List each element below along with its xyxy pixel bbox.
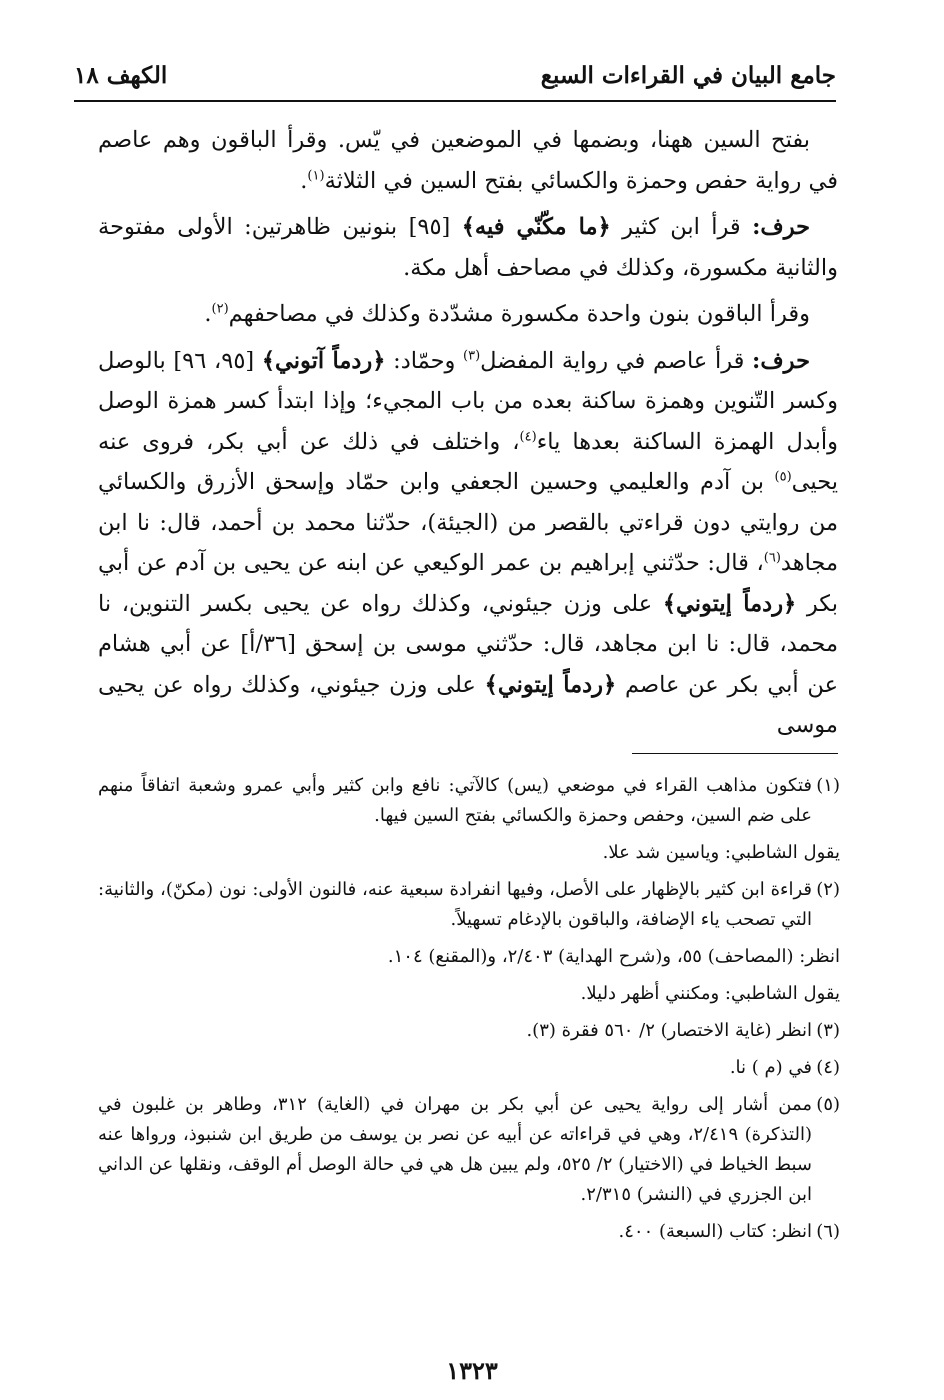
- punctuation: .: [300, 167, 308, 194]
- footnote-text: قراءة ابن كثير بالإظهار على الأصل، وفيها انفرادة سبعية عنه، فالنون الأولى: نون (مكنّ)، والثانية: التي تصحب ياء الإضافة، والباقون بالإدغام تسهيلاً.: [98, 879, 812, 930]
- footnote: [98, 1016, 840, 1046]
- paragraph: [98, 120, 838, 201]
- book-title: جامع البيان في القراءات السبع: [540, 62, 836, 89]
- chapter-label: الكهف ١٨: [74, 62, 168, 89]
- paragraph: [98, 294, 838, 335]
- paragraph-text: ، واختلف في ذلك عن أبي بكر، فروى عنه يحيى: [98, 428, 838, 495]
- paragraph: [98, 207, 838, 288]
- footnote-ref[interactable]: (٢): [211, 301, 229, 317]
- paragraph-text: بن آدم والعليمي وحسين الجعفي وابن حمّاد وإسحق الأزرق والكسائي من روايتي دون قراءتي بالقصر من (الجيئة)، حدّثنا محمد بن أحمد، قال: نا ابن مجاهد: [98, 469, 838, 576]
- harf-label: حرف:: [752, 347, 810, 374]
- paragraph-text: على وزن جيئوني، وكذلك رواه عن يحيى موسى: [98, 671, 838, 738]
- running-header: [74, 58, 836, 102]
- footnote: [98, 771, 840, 831]
- footnote-citation: يقول الشاطبي: وياسين شد علا.: [602, 842, 840, 863]
- footnote-number: (٥): [816, 1094, 841, 1115]
- footnote-text: انظر (غاية الاختصار) ٢/ ٥٦٠ فقرة (٣).: [526, 1020, 812, 1041]
- punctuation: .: [204, 301, 212, 327]
- paragraph-text: وحمّاد:: [385, 347, 464, 374]
- footnote-number: (٤): [816, 1057, 840, 1078]
- paragraph-text: قرأ ابن كثير: [610, 214, 753, 240]
- paragraph-text: قرأ عاصم في رواية المفضل: [480, 347, 753, 374]
- quran-quote: ﴿ردماً إيتوني﴾: [484, 671, 617, 698]
- paragraph: [98, 341, 838, 746]
- quran-quote: ﴿ردماً آتوني﴾: [261, 347, 386, 374]
- footnote-divider: [632, 753, 838, 754]
- footnote-text: في (م ) نا.: [729, 1057, 812, 1078]
- paragraph-text: بفتح السين ههنا، وبضمها في الموضعين في يّس. وقرأ الباقون وهم عاصم في رواية حفص وحمزة والكسائي بفتح السين في الثلاثة: [98, 127, 838, 194]
- footnote-number: (١): [816, 775, 840, 796]
- footnote-ref[interactable]: (١): [307, 168, 325, 183]
- footnote-ref[interactable]: (٤): [519, 429, 537, 444]
- paragraph-text: [٩٥] بنونين ظاهرتين: الأولى مفتوحة والثانية مكسورة، وكذلك في مصاحف أهل مكة.: [98, 214, 838, 281]
- paragraph-text: وقرأ الباقون بنون واحدة مكسورة مشدّدة وكذلك في مصاحفهم: [228, 301, 810, 327]
- footnote-text: انظر: كتاب (السبعة) ٤٠٠.: [618, 1221, 812, 1242]
- footnote: [98, 1090, 840, 1210]
- footnote-citation: يقول الشاطبي: ومكنني أظهر دليلا.: [580, 983, 840, 1004]
- paragraph-text: على وزن جيئوني، وكذلك رواه عن يحيى بكسر التنوين، نا محمد، قال: نا ابن مجاهد، قال: حدّثني موسى بن إسحق [٣٦/أ] عن أبي هشام عن أبي بكر عن عاصم: [98, 590, 838, 698]
- footnote: [98, 875, 840, 935]
- quran-quote: ﴿ما مكّنّي فيه﴾: [461, 214, 611, 240]
- footnote-ref[interactable]: (٦): [763, 550, 781, 566]
- footnote-number: (٦): [816, 1221, 840, 1242]
- footnote: [98, 1053, 840, 1083]
- harf-label: حرف:: [752, 214, 811, 240]
- footnote-ref[interactable]: (٥): [774, 469, 792, 485]
- page-number: ١٣٢٣: [446, 1356, 498, 1385]
- footnote-text: فتكون مذاهب القراء في موضعي (يس) كالآتي: نافع وابن كثير وأبي عمرو وشعبة اتفاقاً منهم على ضم السين، وحفص وحمزة والكسائي بفتح السين فيها.: [98, 775, 812, 826]
- footnote-number: (٢): [816, 879, 840, 900]
- footnotes: [98, 771, 840, 1254]
- main-text: [98, 120, 838, 746]
- footnote-ref[interactable]: (٣): [463, 348, 481, 363]
- paragraph-text: [٩٥، ٩٦] بالوصل وكسر التّنوين وهمزة ساكنة بعده من باب المجيء؛ وإذا ابتدأ كسر همزة الوصل وأبدل الهمزة الساكنة بعدها ياء: [98, 347, 838, 455]
- footnote: [98, 1217, 840, 1247]
- quran-quote: ﴿ردماً إيتوني﴾: [662, 590, 797, 617]
- footnote-number: (٣): [816, 1020, 840, 1041]
- paragraph-text: ، قال: حدّثني إبراهيم بن عمر الوكيعي عن ابنه عن يحيى بن آدم عن أبي بكر: [98, 550, 838, 617]
- footnote-citation: انظر: (المصاحف) ٥٥، و(شرح الهداية) ٢/٤٠٣، و(المقنع) ١٠٤.: [387, 946, 840, 967]
- footnote-text: ممن أشار إلى رواية يحيى عن أبي بكر بن مهران في (الغاية) ٣١٢، وطاهر بن غلبون في (التذكرة) ٢/٤١٩، وهي في قراءاته عن أبيه عن نصر بن يوسف من طريق ابن شنبوذ، ورواها عنه سبط الخياط في (الاختيار) ٢/ ٥٢٥، ولم يبين هل هي في حالة الوصل أم الوقف، ونقلها عن الداني ابن الجزري في (النشر) ٢/٣١٥.: [98, 1094, 813, 1205]
